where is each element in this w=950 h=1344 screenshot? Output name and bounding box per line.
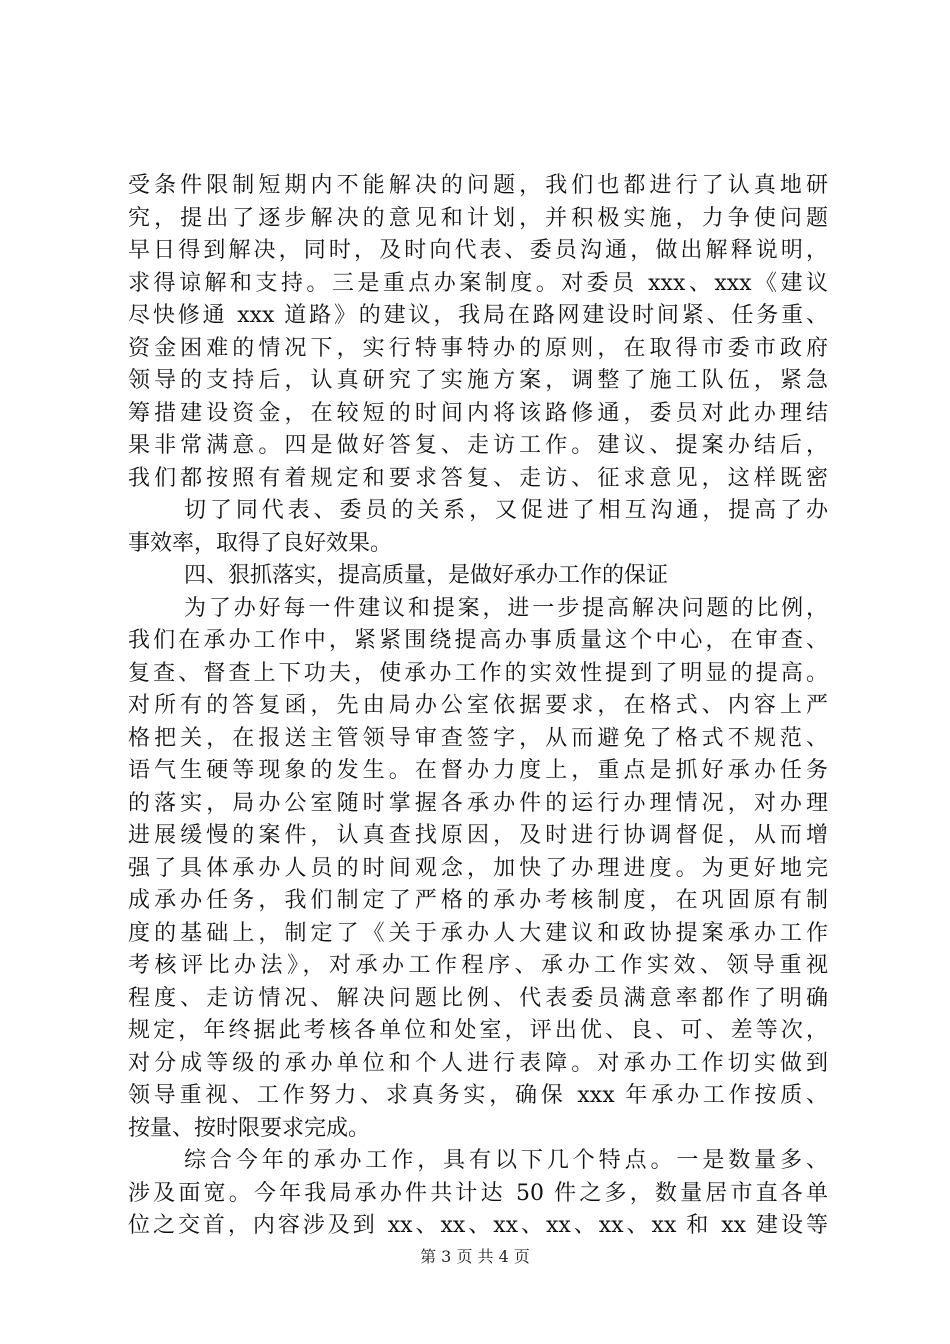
text-line: 按量、按时限要求完成。 [128,1115,371,1141]
page-footer: 第 3 页 共 4 页 [420,1247,530,1266]
text-line: 复查、督查上下功夫，使承办工作的实效性提到了明显的提高。 [128,660,828,686]
text-line: 果非常满意。四是做好答复、走访工作。建议、提案办结后， [128,433,828,458]
text-line: 尽快修通 xxx 道路》的建议，我局在路网建设时间紧、任务重、 [128,303,828,328]
text-line: 为了办好每一件建议和提案，进一步提高解决问题的比例， [184,595,828,621]
text-line: 领导的支持后，认真研究了实施方案，调整了施工队伍，紧急 [128,368,828,393]
text-line: 求得谅解和支持。三是重点办案制度。对委员 xxx、xxx《建议 [128,270,828,296]
text-line: 进展缓慢的案件，认真查找原因，及时进行协调督促，从而增 [128,823,828,848]
text-line: 早日得到解决，同时，及时向代表、委员沟通，做出解释说明， [128,238,828,263]
text-line: 我们都按照有着规定和要求答复、走访、征求意见，这样既密 [128,465,828,491]
text-line: 四、狠抓落实，提高质量，是做好承办工作的保证 [184,563,669,588]
text-line: 综合今年的承办工作，具有以下几个特点。一是数量多、 [184,1148,828,1173]
text-line: 筹措建设资金，在较短的时间内将该路修通，委员对此办理结 [128,400,828,426]
text-line: 切了同代表、委员的关系，又促进了相互沟通，提高了办 [184,498,828,523]
text-line: 程度、走访情况、解决问题比例、代表委员满意率都作了明确 [128,985,828,1011]
text-line: 成承办任务，我们制定了严格的承办考核制度，在巩固原有制 [128,888,828,913]
text-line: 我们在承办工作中，紧紧围绕提高办事质量这个中心，在审查、 [128,628,828,653]
text-line: 规定，年终据此考核各单位和处室，评出优、良、可、差等次， [128,1018,828,1043]
text-line: 考核评比办法》，对承办工作程序、承办工作实效、领导重视 [128,953,828,978]
text-line: 领导重视、工作努力、求真务实，确保 xxx 年承办工作按质、 [128,1083,828,1108]
text-line: 的落实，局办公室随时掌握各承办件的运行办理情况，对办理 [128,790,828,816]
text-line: 度的基础上，制定了《关于承办人大建议和政协提案承办工作 [128,920,828,946]
text-line: 强了具体承办人员的时间观念，加快了办理进度。为更好地完 [128,855,828,881]
text-line: 位之交首，内容涉及到 xx、xx、xx、xx、xx、xx 和 xx 建设等 [128,1213,828,1238]
text-line: 资金困难的情况下，实行特事特办的原则，在取得市委市政府 [128,335,828,361]
text-line: 事效率，取得了良好效果。 [128,530,393,556]
text-line: 究，提出了逐步解决的意见和计划，并积极实施，力争使问题 [128,205,828,231]
text-line: 涉及面宽。今年我局承办件共计达 50 件之多，数量居市直各单 [128,1180,828,1206]
text-line: 对所有的答复函，先由局办公室依据要求，在格式、内容上严 [128,693,828,718]
document-body [128,170,828,1243]
text-line: 格把关，在报送主管领导审查签字，从而避免了格式不规范、 [128,725,828,751]
text-line: 语气生硬等现象的发生。在督办力度上，重点是抓好承办任务 [128,758,828,783]
text-line: 对分成等级的承办单位和个人进行表障。对承办工作切实做到 [128,1050,828,1076]
text-line: 受条件限制短期内不能解决的问题，我们也都进行了认真地研 [128,173,828,198]
